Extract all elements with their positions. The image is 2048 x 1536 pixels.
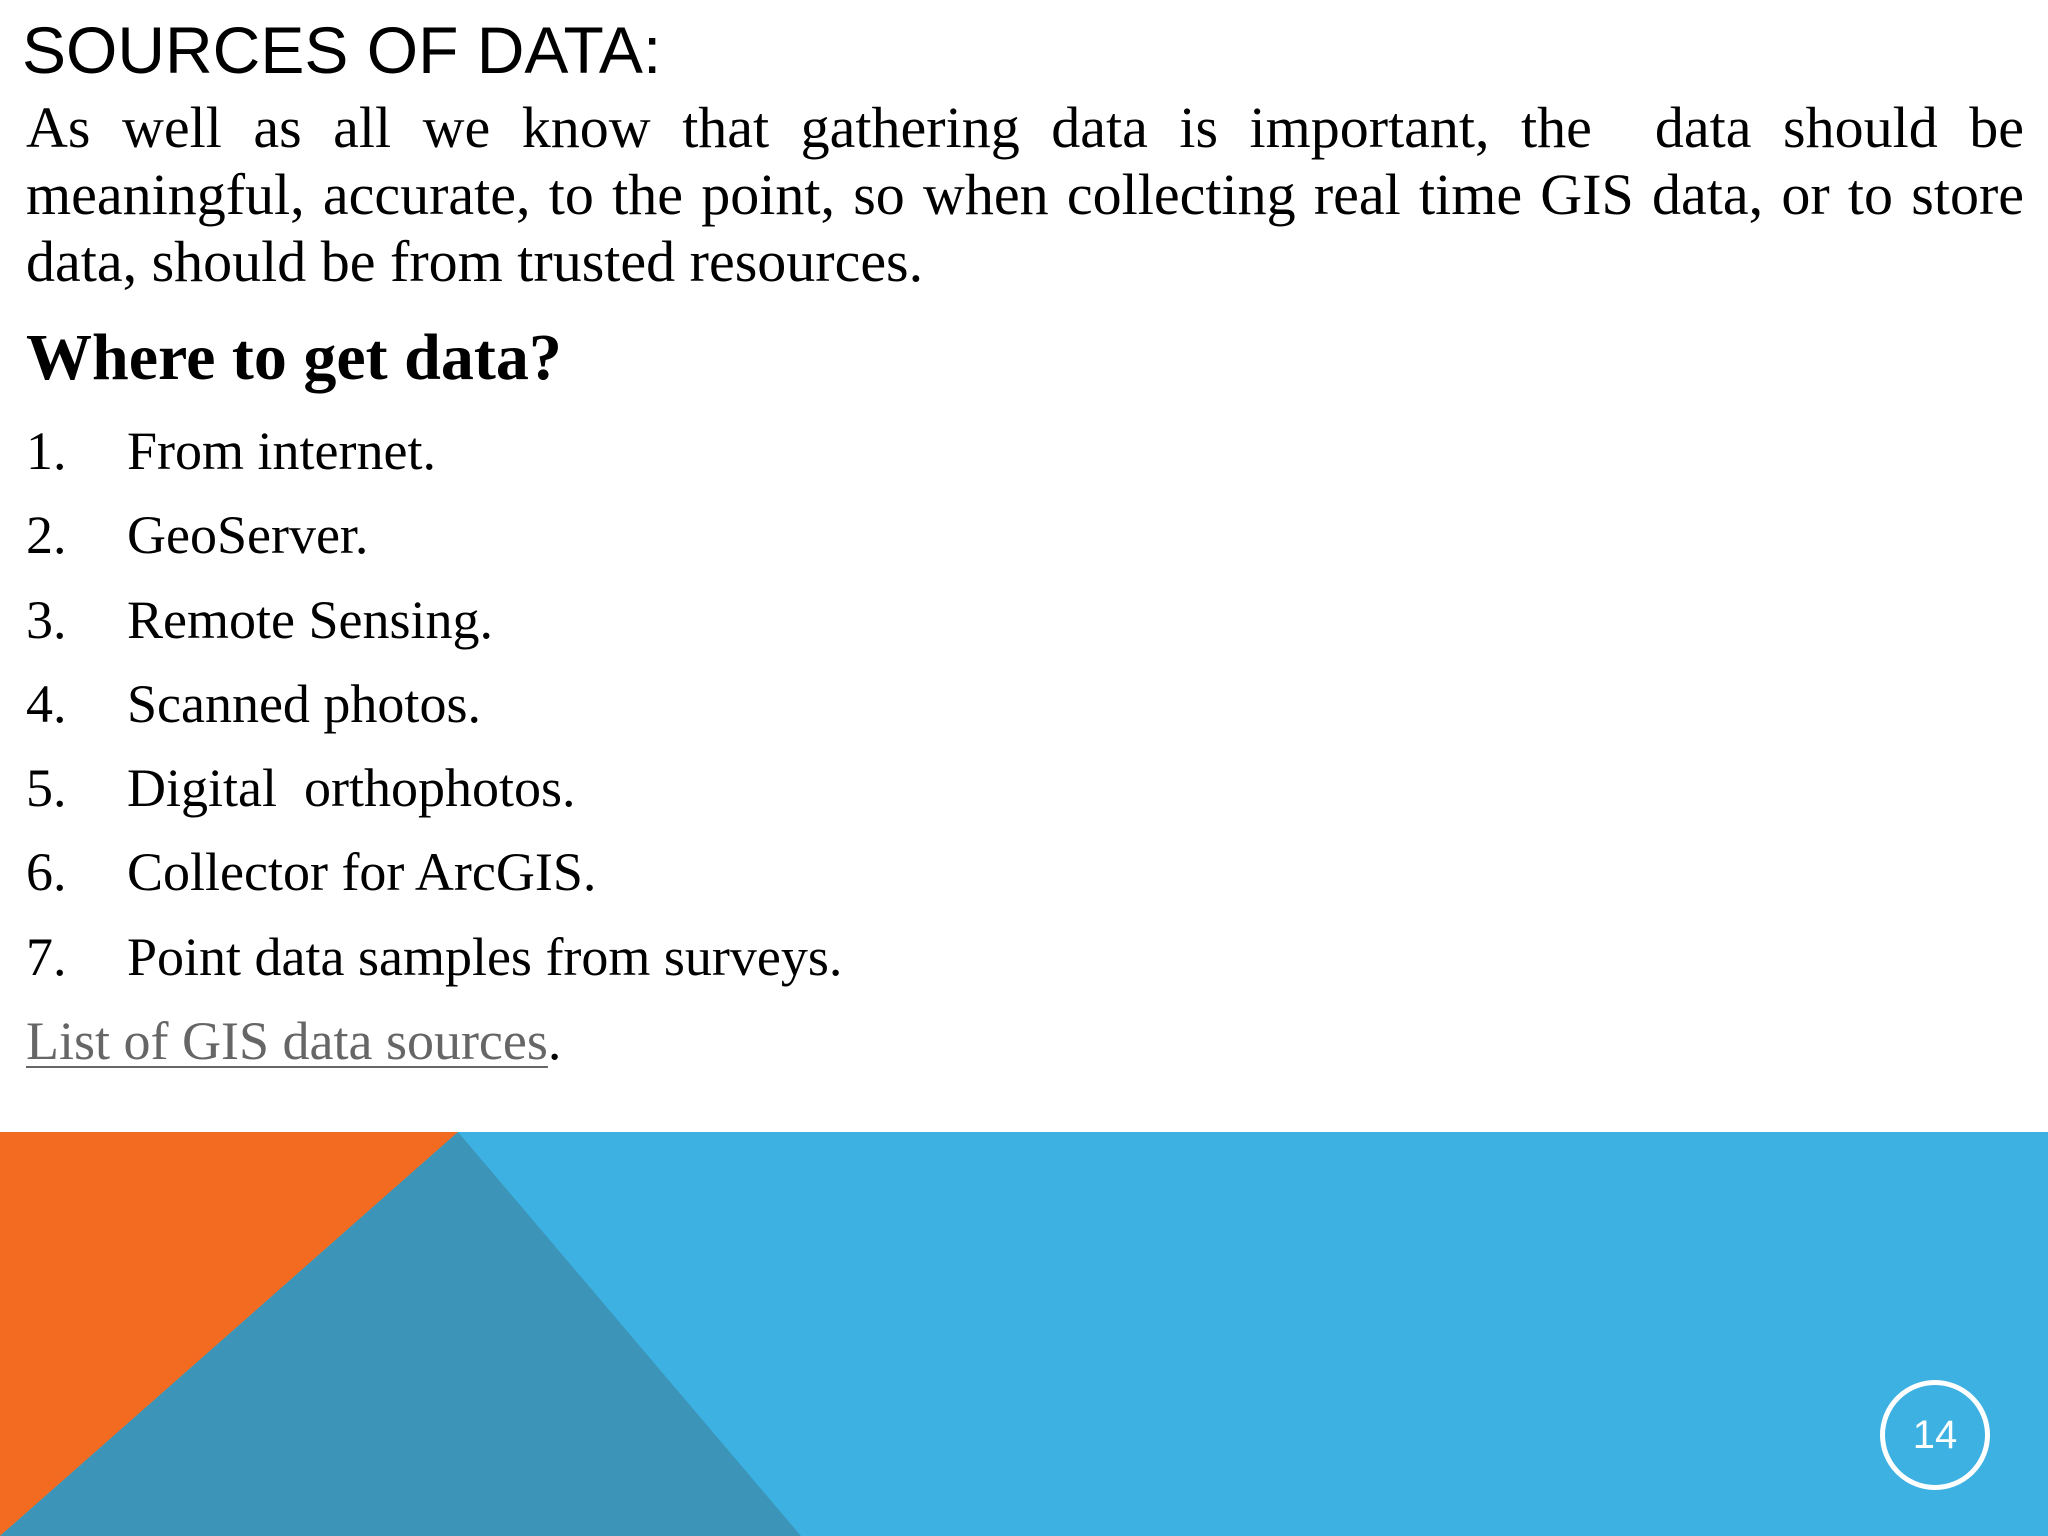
page-number: 14	[1912, 1412, 1958, 1457]
item-text: From internet.	[127, 421, 436, 481]
item-number: 2.	[26, 505, 67, 566]
list-item	[26, 837, 842, 921]
section-heading: Where to get data?	[26, 321, 562, 394]
list-item	[26, 500, 842, 584]
slide-title: SOURCES OF DATA:	[22, 13, 662, 87]
item-number: 5.	[26, 758, 67, 819]
intro-paragraph: As well as all we know that gathering data is important, the data should be meaningful, accurate, to the point, so when collecting real time GIS data, or to store data, should be from trusted resources.	[26, 95, 2039, 294]
item-text: Digital orthophotos.	[127, 758, 576, 819]
list-item	[26, 669, 842, 753]
item-number: 7.	[26, 926, 67, 987]
list-item	[26, 416, 842, 500]
item-text: Remote Sensing.	[127, 589, 493, 650]
list-item	[26, 585, 842, 669]
item-number: 6.	[26, 842, 67, 903]
item-text: Point data samples from surveys.	[127, 926, 843, 987]
item-text: Scanned photos.	[127, 673, 481, 734]
list-item	[26, 922, 842, 1006]
page-number-badge	[1880, 1380, 1990, 1490]
decorative-footer-shapes	[0, 1132, 2048, 1536]
item-number: 3.	[26, 589, 67, 650]
item-number: 4.	[26, 673, 67, 734]
data-sources-list	[26, 416, 842, 1006]
list-item	[26, 753, 842, 837]
link-suffix: .	[547, 1011, 562, 1071]
item-text: GeoServer.	[127, 505, 369, 566]
item-number: 1.	[26, 421, 67, 481]
gis-sources-link-line	[26, 1006, 561, 1076]
gis-data-sources-link[interactable]: List of GIS data sources	[26, 1011, 548, 1071]
item-text: Collector for ArcGIS.	[127, 842, 597, 903]
